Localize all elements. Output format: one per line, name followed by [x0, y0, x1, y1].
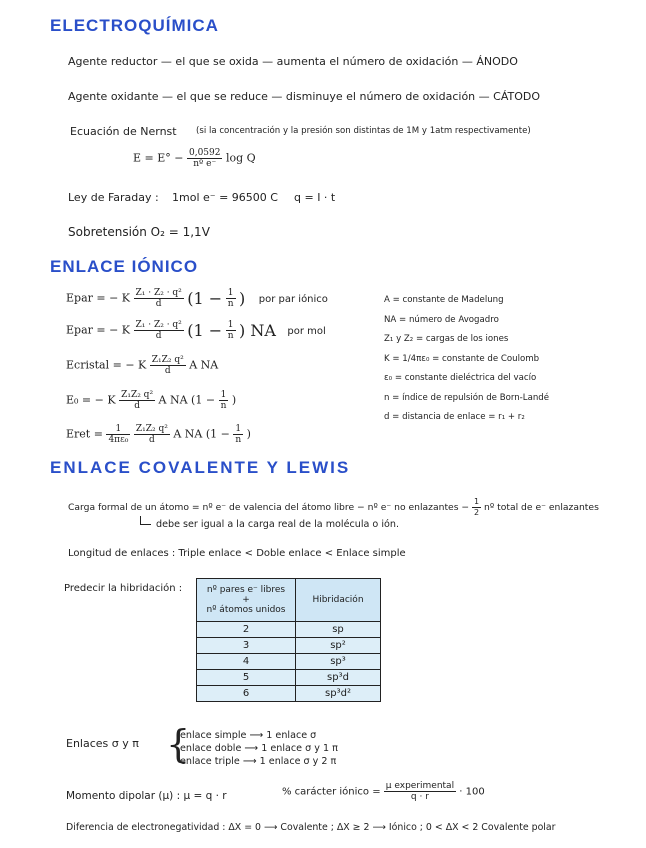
eo-tail: A NA (1 − [158, 393, 216, 407]
nernst-note: (si la concentración y la presión son distintas de 1M y 1atm respectivamente) [196, 126, 531, 136]
eret-fnum: 1 [106, 424, 130, 435]
cell-hybridization: sp³d [296, 670, 381, 686]
brace-icon: { [166, 722, 191, 766]
table-row [197, 654, 381, 670]
header-pairs [197, 579, 296, 622]
ecristal-fraction [150, 355, 186, 376]
ecristal-numerator: Z₁Z₂ q² [151, 355, 184, 365]
nernst-lhs: E = E° − [133, 151, 184, 165]
predecir-label: Predecir la hibridación : [64, 583, 183, 594]
epar1-fnum: 1 [226, 288, 236, 299]
eret-small-fraction [233, 424, 243, 445]
epar1-denominator: d [155, 299, 162, 309]
eo-small-fraction [219, 390, 229, 411]
ecristal-lhs: Ecristal = − K [66, 358, 147, 372]
header-pairs-line2: nº átomos unidos [206, 605, 286, 615]
epar2-fnum: 1 [226, 320, 236, 331]
epar1-numerator: Z₁ · Z₂ · q² [135, 288, 182, 298]
epar2-close: ) NA [239, 321, 276, 340]
eret-fraction [134, 424, 170, 445]
section-title-covalente: ENLACE COVALENTE Y LEWIS [50, 458, 351, 477]
def-avogadro: NA = número de Avogadro [384, 314, 499, 325]
nernst-equation [133, 148, 256, 169]
eret-equation [66, 424, 251, 445]
eret-numerator: Z₁Z₂ q² [135, 424, 168, 434]
enlace-simple: enlace simple ⟶ 1 enlace σ [180, 730, 317, 741]
nernst-fraction [187, 148, 223, 169]
enlaces-sigma-pi-label: Enlaces σ y π [66, 737, 139, 750]
cell-hybridization: sp³ [296, 654, 381, 670]
carga-formal-line [68, 497, 599, 518]
eret-close: ) [246, 427, 251, 441]
eo-fden: n [220, 401, 227, 411]
epar1-fden: n [227, 299, 234, 309]
cell-count: 6 [197, 686, 296, 702]
epar-mol-equation [66, 320, 326, 341]
eret-denominator: d [148, 435, 155, 445]
nernst-denominator: nº e⁻ [193, 159, 217, 169]
def-dielectrica: ε₀ = constante dieléctrica del vacío [384, 373, 537, 383]
cell-count: 5 [197, 670, 296, 686]
eo-fraction [119, 390, 155, 411]
eo-denominator: d [134, 401, 140, 411]
caracter-tail: · 100 [459, 786, 485, 798]
epar2-note: por mol [287, 325, 326, 337]
faraday-label: Ley de Faraday : [68, 191, 159, 204]
caracter-numerator: μ experimental [385, 781, 455, 791]
eo-fnum: 1 [219, 390, 229, 401]
ecristal-denominator: d [164, 366, 171, 376]
def-coulomb: K = 1/4πε₀ = constante de Coulomb [384, 353, 540, 364]
carga-formal-text: Carga formal de un átomo = nº e⁻ de valencia del átomo libre − nº e⁻ no enlazantes − [68, 502, 470, 513]
cell-count: 2 [197, 622, 296, 638]
epar1-note: por par iónico [258, 293, 328, 305]
faraday-q: q = I · t [294, 191, 336, 204]
nernst-label: Ecuación de Nernst [70, 125, 177, 138]
table-row [197, 686, 381, 702]
epar1-fraction [134, 288, 184, 309]
eo-lhs: E₀ = − K [66, 393, 116, 407]
table-row [197, 670, 381, 686]
table-header-row [197, 579, 381, 622]
hybridization-table [196, 578, 381, 702]
header-pairs-line1: nº pares e⁻ libres [206, 585, 286, 595]
epar1-small-fraction [226, 288, 236, 309]
def-madelung: A = constante de Madelung [384, 295, 504, 305]
header-pairs-plus: + [242, 595, 250, 605]
caracter-label: % carácter iónico = [282, 786, 381, 798]
nernst-numerator: 0,0592 [188, 148, 221, 158]
epar-ion-equation [66, 288, 328, 309]
momento-dipolar-line: Momento dipolar (μ) : μ = q · r [66, 790, 227, 802]
table-row [197, 622, 381, 638]
table-row [197, 638, 381, 654]
oxidante-line: Agente oxidante — el que se reduce — disminuye el número de oxidación — CÁTODO [68, 90, 540, 103]
carga-half-num: 1 [474, 497, 480, 506]
eret-fden: 4πε₀ [108, 435, 129, 445]
enlace-doble: enlace doble ⟶ 1 enlace σ y 1 π [180, 743, 338, 754]
eret-const-fraction [106, 424, 130, 445]
epar2-fden: n [227, 331, 234, 341]
epar2-paren: (1 − [187, 321, 223, 340]
epar2-small-fraction [226, 320, 236, 341]
def-born-lande: n = índice de repulsión de Born-Landé [384, 392, 550, 403]
carga-half-den: 2 [474, 508, 480, 517]
header-hybridization: Hibridación [296, 579, 381, 622]
epar1-lhs: Epar = − K [66, 291, 131, 305]
reductor-line: Agente reductor — el que se oxida — aumenta el número de oxidación — ÁNODO [68, 55, 518, 68]
caracter-ionico-equation [282, 781, 485, 802]
cell-hybridization: sp² [296, 638, 381, 654]
cell-count: 3 [197, 638, 296, 654]
ecristal-tail: A NA [189, 358, 219, 372]
caracter-denominator: q · r [410, 792, 429, 802]
eret-lhs: Eret = [66, 427, 103, 441]
carga-half-fraction [472, 497, 481, 518]
epar2-denominator: d [155, 331, 162, 341]
section-title-ionico: ENLACE IÓNICO [50, 257, 199, 276]
longitud-enlaces-line: Longitud de enlaces : Triple enlace < Doble enlace < Enlace simple [68, 548, 406, 559]
eret-tail: A NA (1 − [173, 427, 230, 441]
hook-arrow-icon [140, 516, 151, 525]
eret-f2num: 1 [233, 424, 243, 435]
epar2-numerator: Z₁ · Z₂ · q² [135, 320, 182, 330]
enlaces-list [180, 729, 338, 768]
cell-hybridization: sp³d² [296, 686, 381, 702]
def-distancia: d = distancia de enlace = r₁ + r₂ [384, 412, 525, 422]
epar1-paren: (1 − [187, 289, 223, 308]
nernst-tail: log Q [225, 151, 256, 165]
faraday-value: 1mol e⁻ = 96500 C [172, 191, 278, 204]
section-title-electroquimica: ELECTROQUÍMICA [50, 16, 219, 35]
cell-count: 4 [197, 654, 296, 670]
epar1-close: ) [239, 289, 246, 308]
eo-close: ) [231, 393, 237, 407]
ionic-definitions [384, 291, 549, 428]
eo-equation [66, 390, 236, 411]
def-cargas: Z₁ y Z₂ = cargas de los iones [384, 334, 509, 344]
electronegatividad-line: Diferencia de electronegatividad : ΔX = 0 ⟶ Covalente ; ΔX ≥ 2 ⟶ Iónico ; 0 < ΔX < 2 Covalente polar [66, 822, 556, 833]
enlace-triple: enlace triple ⟶ 1 enlace σ y 2 π [180, 756, 337, 767]
epar2-lhs: Epar = − K [66, 323, 131, 337]
caracter-fraction [384, 781, 456, 802]
cell-hybridization: sp [296, 622, 381, 638]
carga-formal-tail: nº total de e⁻ enlazantes [484, 502, 599, 513]
sobretension-line: Sobretensión O₂ = 1,1V [68, 225, 210, 239]
carga-formal-note: debe ser igual a la carga real de la molécula o ión. [156, 519, 400, 530]
epar2-fraction [134, 320, 184, 341]
eo-numerator: Z₁Z₂ q² [121, 390, 154, 400]
ecristal-equation [66, 355, 218, 376]
eret-f2den: n [235, 435, 242, 445]
